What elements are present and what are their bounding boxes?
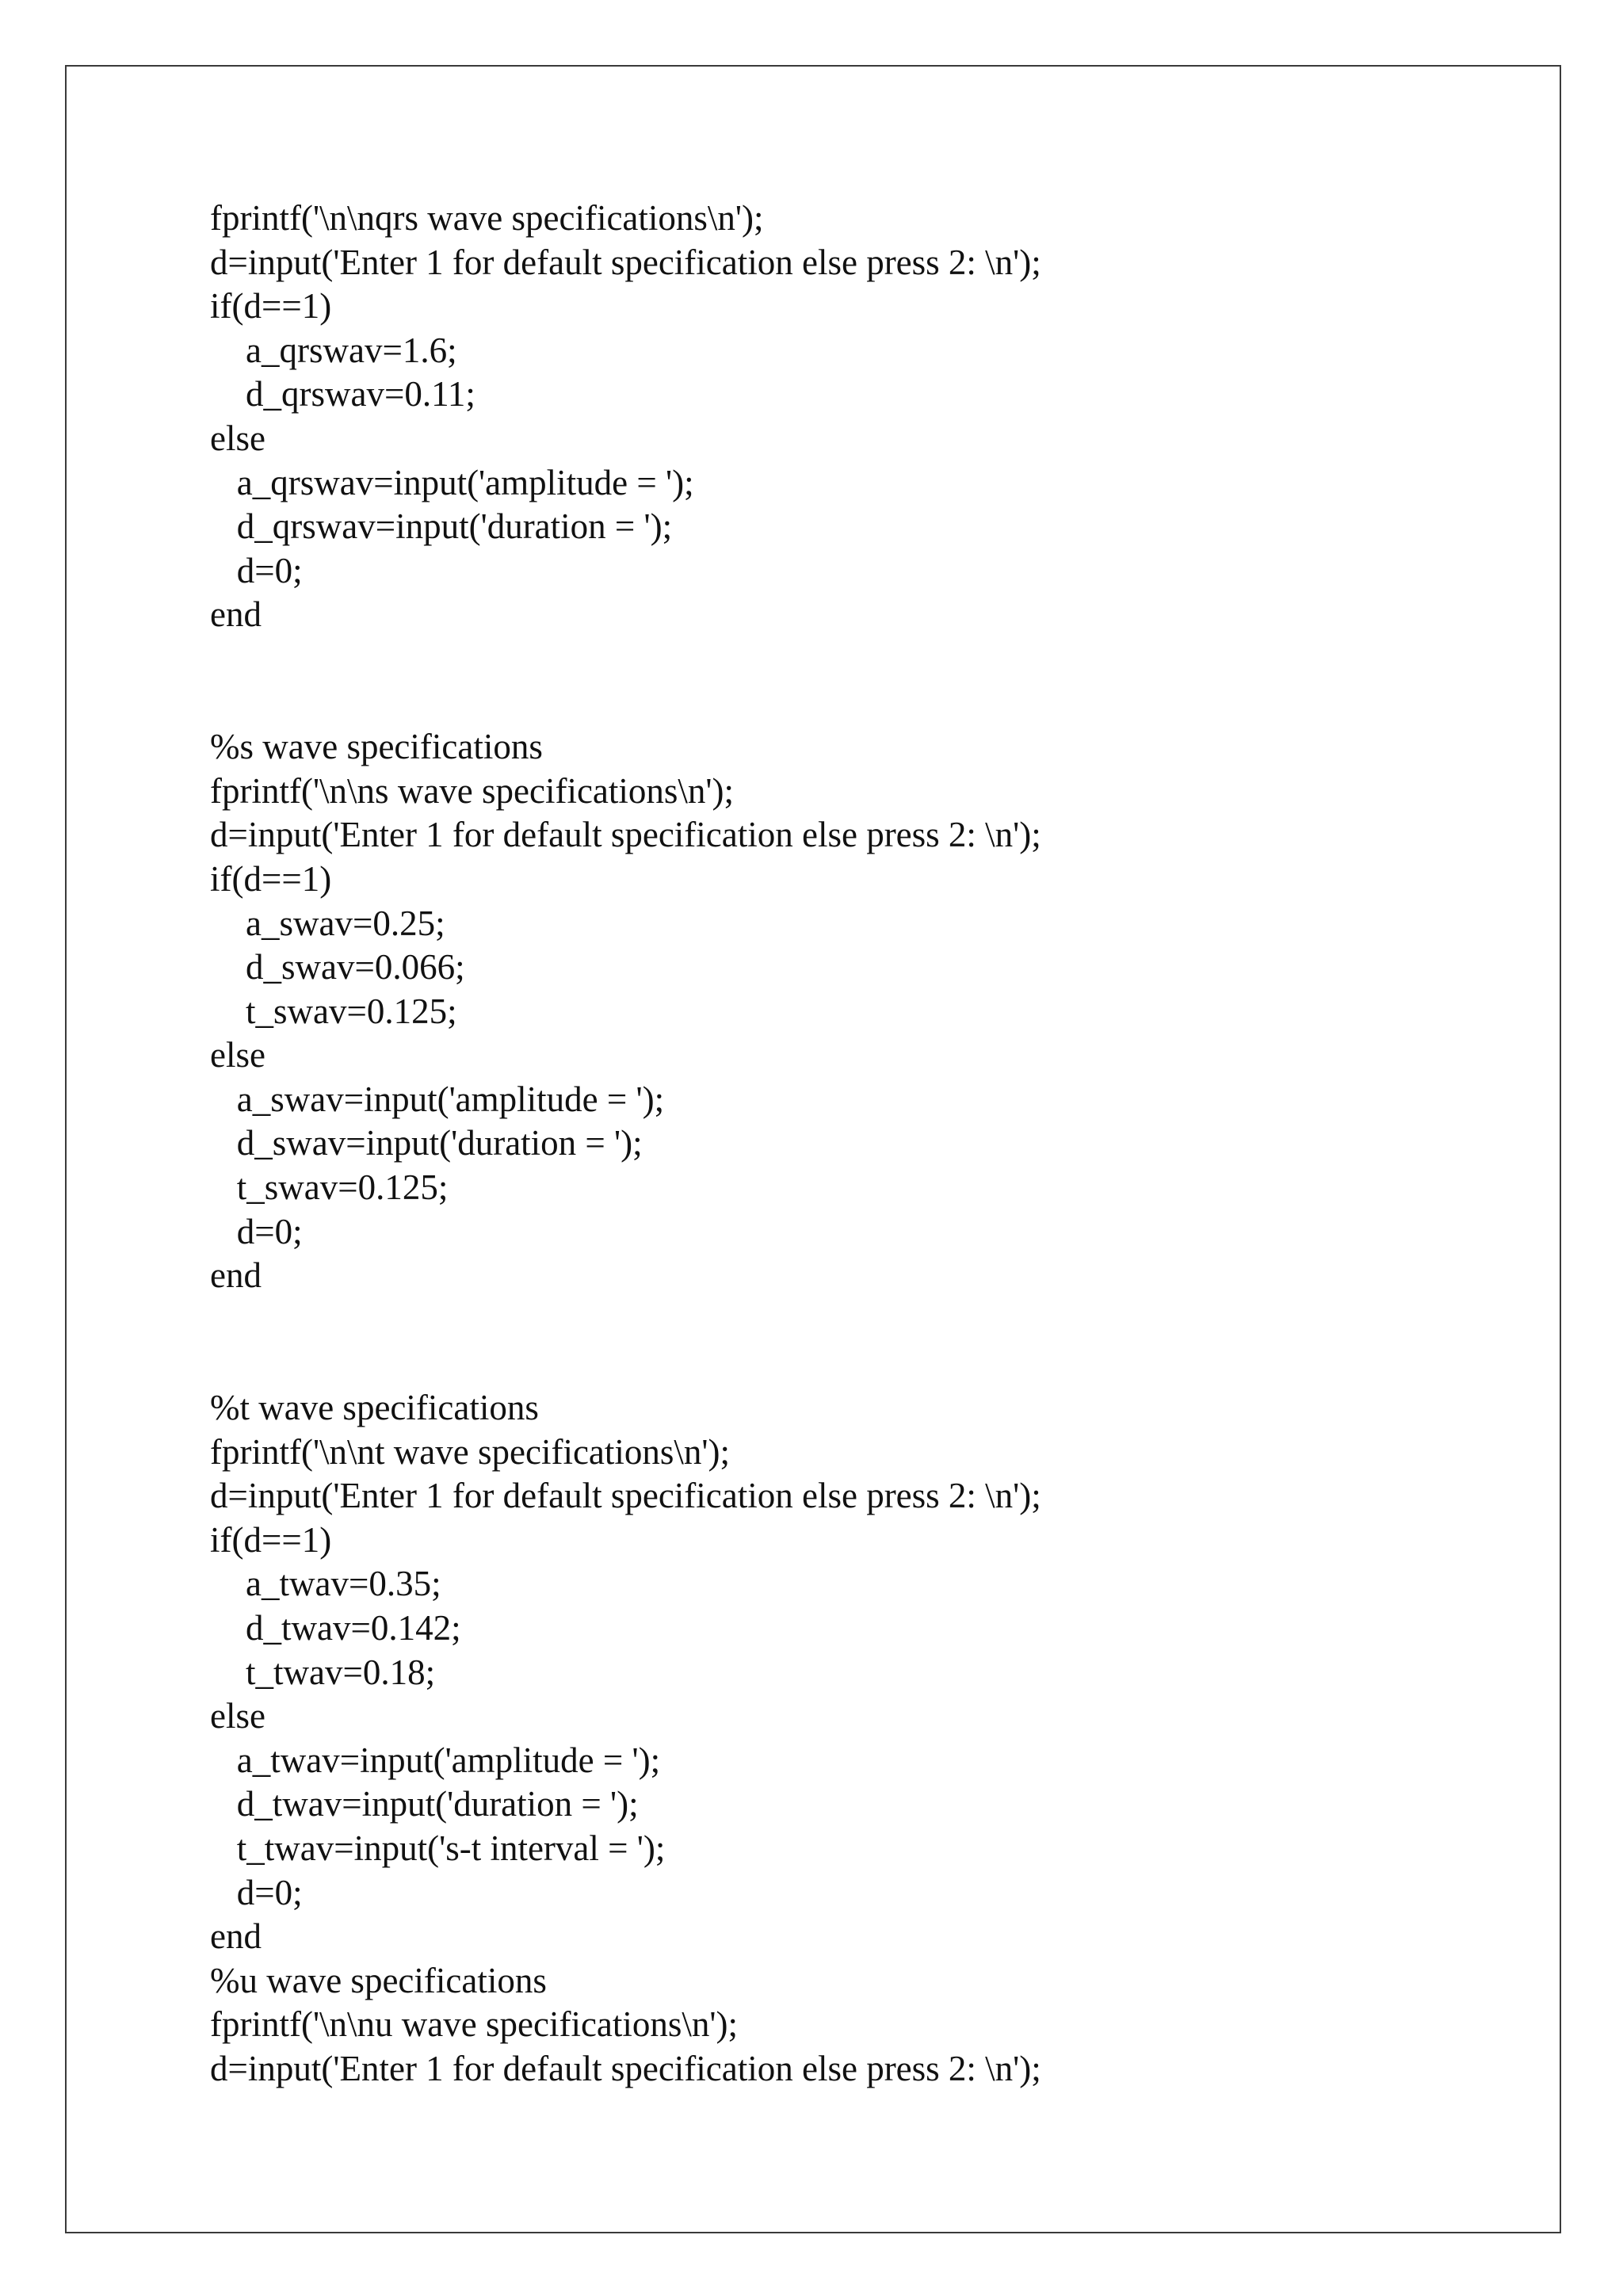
code-comment: %s wave specifications [210,727,543,767]
code-line: a_qrswav=1.6; [210,330,457,370]
code-comment: %t wave specifications [210,1388,539,1428]
code-line: d_twav=input('duration = '); [210,1784,639,1824]
code-line: fprintf('\n\ns wave specifications\n'); [210,770,735,811]
code-line: d=0; [210,550,303,590]
code-line: d_swav=0.066; [210,947,465,988]
code-comment: %u wave specifications [210,1960,547,2000]
code-line: if(d==1) [210,858,332,899]
code-line: end [210,1255,262,1296]
code-line: d_twav=0.142; [210,1608,461,1648]
code-line: end [210,1916,262,1957]
code-line: a_qrswav=input('amplitude = '); [210,462,694,502]
code-line: t_twav=input('s-t interval = '); [210,1828,666,1868]
blank-line [210,682,1518,726]
code-line: fprintf('\n\nqrs wave specifications\n'); [210,198,764,238]
code-line: d=0; [210,1872,303,1912]
code-line: a_swav=input('amplitude = '); [210,1079,665,1119]
code-line: else [210,1696,265,1736]
code-line: d=0; [210,1211,303,1251]
code-line: d=input('Enter 1 for default specification else press 2: \n'); [210,2048,1041,2088]
code-line: else [210,418,265,458]
code-line: else [210,1035,265,1075]
blank-line [210,1342,1518,1386]
code-line: a_twav=0.35; [210,1564,441,1604]
code-line: d=input('Enter 1 for default specification else press 2: \n'); [210,242,1041,282]
code-line: a_twav=input('amplitude = '); [210,1740,661,1780]
code-line: if(d==1) [210,1519,332,1560]
blank-line [210,637,1518,682]
code-line: d=input('Enter 1 for default specification else press 2: \n'); [210,1476,1041,1516]
code-line: t_swav=0.125; [210,1167,449,1208]
code-line: fprintf('\n\nt wave specifications\n'); [210,1431,731,1472]
code-line: d_swav=input('duration = '); [210,1123,643,1163]
code-line: d=input('Enter 1 for default specification else press 2: \n'); [210,815,1041,855]
code-line: t_twav=0.18; [210,1652,436,1692]
code-listing [210,197,1518,2092]
code-line: end [210,594,262,635]
code-line: fprintf('\n\nu wave specifications\n'); [210,2004,739,2045]
code-line: d_qrswav=input('duration = '); [210,506,673,547]
blank-line [210,1298,1518,1343]
code-line: a_swav=0.25; [210,903,445,943]
code-line: if(d==1) [210,286,332,327]
code-line: t_swav=0.125; [210,991,457,1031]
code-line: d_qrswav=0.11; [210,374,475,415]
